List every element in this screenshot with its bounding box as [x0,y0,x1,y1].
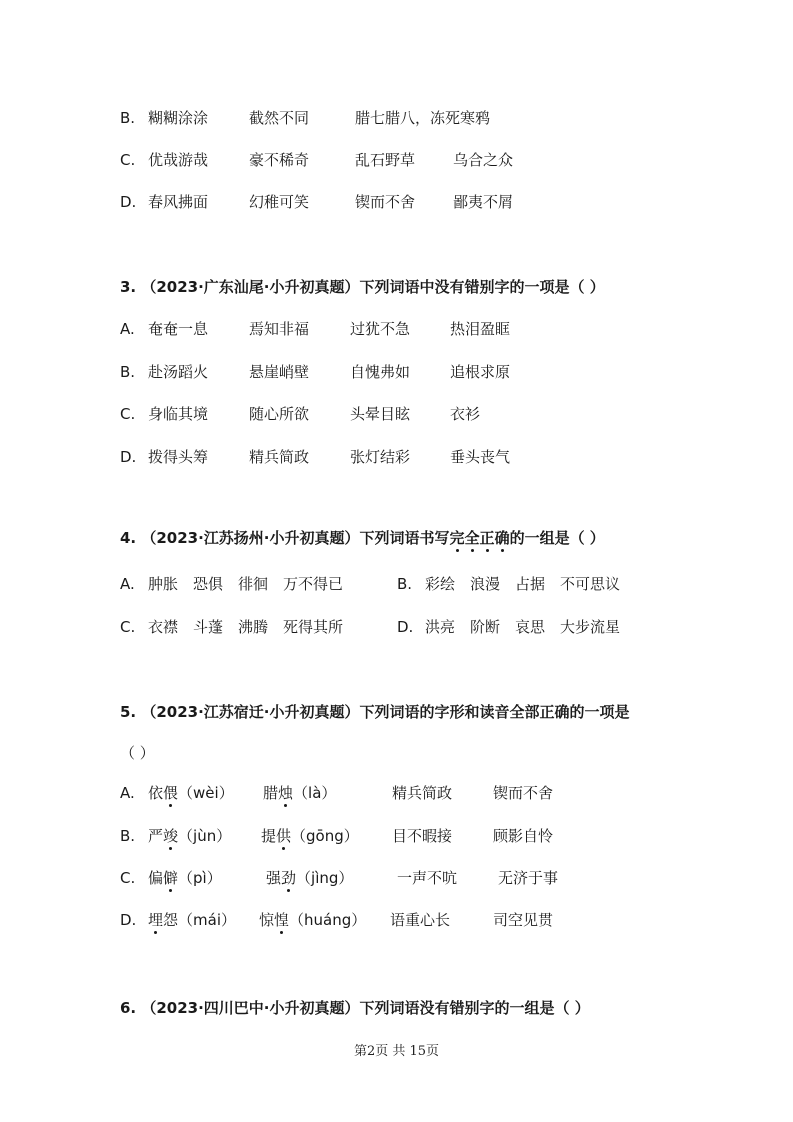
q2-option-d [120,192,514,212]
option-letter: B. [120,827,136,845]
emphasis-char: 确 [494,529,510,547]
emphasis-char: 竣 [163,827,179,845]
option-word: 过犹不急 [350,320,411,338]
option-word: 截然不同 [249,109,310,127]
option-text: 洪亮 阶断 哀思 大步流星 [425,618,621,636]
q4-option-row-1 [120,574,621,594]
option-word: 拨得头筹 [148,448,209,466]
pinyin: （jìng） [296,869,354,887]
char: 腊 [263,784,279,802]
option-word: 垂头丧气 [450,448,511,466]
q3-option-b [120,362,511,382]
stem-text: 的一组是（ ） [509,529,605,547]
q5-option-d [120,910,554,930]
option-word: 焉知非福 [249,320,310,338]
q5-option-a [120,783,554,803]
emphasis-char: 供 [276,827,292,845]
option-text: 彩绘 浪漫 占据 不可思议 [425,575,621,593]
emphasis-char: 正 [479,529,495,547]
option-text: 肿胀 恐俱 徘徊 万不得已 [148,575,344,593]
page-footer: 第2页 共 15页 [353,1044,440,1059]
q5-option-c [120,868,559,888]
char: 依 [148,784,164,802]
option-letter: C. [120,405,136,423]
option-word [263,783,336,803]
q4-option-row-2 [120,617,621,637]
pinyin: （là） [293,784,337,802]
option-word: 无济于事 [498,869,559,887]
char: 怨 [163,911,179,929]
question-5-stem: 5. （2023·江苏宿迁·小升初真题）下列词语的字形和读音全部正确的一项是 [120,703,630,721]
option-word: 豪不稀奇 [249,151,310,169]
emphasis-char: 完 [449,529,465,547]
option-letter: D. [120,448,137,466]
option-word: 赴汤蹈火 [148,363,209,381]
emphasis-char: 僻 [163,869,179,887]
option-letter: A. [120,784,135,802]
option-word: 热泪盈眶 [450,320,511,338]
option-word [148,826,231,846]
emphasis-char: 埋 [148,911,164,929]
char: 提 [261,827,277,845]
pinyin: （huáng） [289,911,367,929]
option-word: 自愧弗如 [350,363,411,381]
option-word [148,868,222,888]
question-3-stem: 3. （2023·广东汕尾·小升初真题）下列词语中没有错别字的一项是（ ） [120,278,605,296]
question-6-stem: 6. （2023·四川巴中·小升初真题）下列词语没有错别字的一组是（ ） [120,999,590,1017]
option-letter: B. [120,363,136,381]
emphasis-char: 全 [464,529,480,547]
option-word: 身临其境 [148,405,209,423]
q3-option-a [120,319,511,339]
option-word [148,783,234,803]
option-word: 鄙夷不屑 [453,193,514,211]
option-word: 锲而不舍 [355,193,416,211]
option-word [261,826,359,846]
question-4-stem [120,528,605,548]
emphasis-char: 烛 [278,784,294,802]
option-word: 目不暇接 [392,827,453,845]
q5-option-b [120,826,554,846]
emphasis-char: 劲 [281,869,297,887]
char: 严 [148,827,164,845]
option-word: 锲而不舍 [493,784,554,802]
option-word: 腊七腊八，冻死寒鸦 [355,109,491,127]
option-word [148,910,236,930]
option-word: 悬崖峭壁 [249,363,310,381]
option-word: 春风拂面 [148,193,209,211]
q3-option-c [120,404,481,424]
q2-option-c [120,150,514,170]
option-word: 语重心长 [390,911,451,929]
option-word: 优哉游哉 [148,151,209,169]
pinyin: （jùn） [178,827,232,845]
pinyin: （wèi） [178,784,234,802]
stem-text: 4. （2023·江苏扬州·小升初真题）下列词语书写 [120,529,450,547]
char: 偏 [148,869,164,887]
option-word: 奄奄一息 [148,320,209,338]
q3-option-d [120,447,511,467]
pinyin: （mái） [178,911,237,929]
option-letter: C. [120,869,136,887]
option-letter: D. [120,911,137,929]
option-text: 衣襟 斗蓬 沸腾 死得其所 [148,618,344,636]
char: 惊 [259,911,275,929]
pinyin: （gōng） [291,827,359,845]
option-word: 幻稚可笑 [249,193,310,211]
option-word [266,868,353,888]
option-word: 追根求原 [450,363,511,381]
option-letter: D. [120,193,137,211]
option-word: 精兵简政 [392,784,453,802]
option-word: 衣衫 [450,405,481,423]
option-word: 随心所欲 [249,405,310,423]
option-letter: C. [120,151,136,169]
emphasis-char: 惶 [274,911,290,929]
option-letter: B. [397,575,413,593]
option-word: 一声不吭 [397,869,458,887]
option-word [259,910,366,930]
option-word: 司空见贯 [493,911,554,929]
pinyin: （pì） [178,869,222,887]
option-letter: D. [397,618,414,636]
option-letter: B. [120,109,136,127]
option-word: 糊糊涂涂 [148,109,209,127]
emphasis-char: 偎 [163,784,179,802]
option-letter: A. [120,575,135,593]
option-word: 顾影自怜 [493,827,554,845]
char: 强 [266,869,282,887]
option-word: 乱石野草 [355,151,416,169]
q2-option-b [120,108,491,128]
option-word: 张灯结彩 [350,448,411,466]
option-letter: C. [120,618,136,636]
option-word: 精兵简政 [249,448,310,466]
option-word: 头晕目眩 [350,405,411,423]
question-5-paren: （ ） [120,744,155,762]
option-letter: A. [120,320,135,338]
option-word: 乌合之众 [453,151,514,169]
